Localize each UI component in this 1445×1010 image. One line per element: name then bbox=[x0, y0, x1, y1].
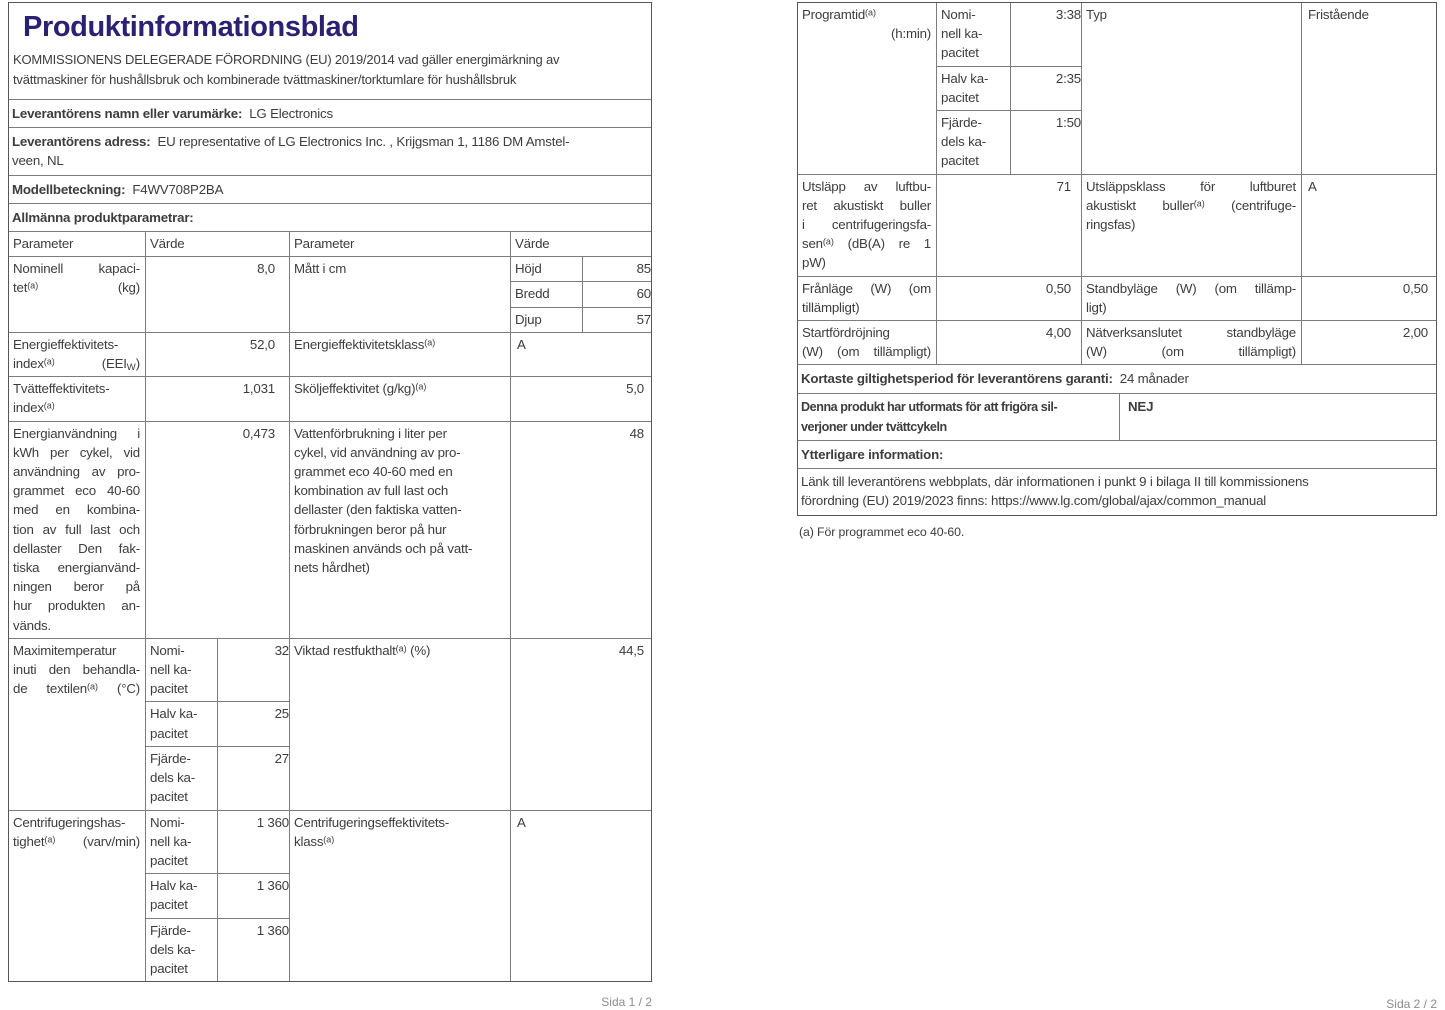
sub-label-cell: Höjd bbox=[515, 261, 542, 277]
page-1-sheet bbox=[8, 2, 652, 982]
value-cell bbox=[936, 277, 1081, 320]
table-row bbox=[9, 376, 651, 420]
page-2 bbox=[797, 2, 1437, 539]
sub-value-cell: 57 bbox=[582, 308, 651, 332]
header-cell: Parameter bbox=[289, 232, 510, 256]
value-text: 8,0 bbox=[257, 261, 275, 277]
summary-label-cell bbox=[798, 394, 1119, 440]
table-row bbox=[9, 332, 651, 376]
value-text: 44,5 bbox=[618, 642, 644, 658]
capacity-sub-row bbox=[146, 811, 289, 874]
sub-label-cell: Bredd bbox=[515, 286, 550, 302]
dimension-sub-row bbox=[511, 307, 651, 332]
param-cell: Viktad restfukthalt$^{(a)}$ (%) bbox=[289, 639, 510, 810]
value-cell bbox=[1301, 321, 1436, 364]
value-text: 0,50 bbox=[1045, 280, 1071, 296]
value-cell bbox=[1301, 175, 1436, 276]
value-cell bbox=[936, 321, 1081, 364]
capacity-sub-row bbox=[937, 66, 1081, 110]
sub-label-cell: Nomi- nell ka- pacitet bbox=[150, 642, 192, 697]
page-2-sheet bbox=[797, 2, 1437, 516]
sub-value-cell: 60 bbox=[582, 282, 651, 306]
table-header-row bbox=[9, 231, 651, 256]
value-cell bbox=[1301, 277, 1436, 320]
capacity-sub-row bbox=[937, 3, 1081, 66]
table-row bbox=[9, 810, 651, 982]
info-value: EU representative of LG Electronics Inc. , Krijgsman 1, 1186 DM Amstel- veen, NL bbox=[12, 134, 570, 169]
value-text: A bbox=[517, 336, 526, 352]
sub-label-cell: Nomi- nell ka- pacitet bbox=[150, 814, 192, 868]
value-cell bbox=[145, 333, 289, 376]
info-value: LG Electronics bbox=[249, 106, 333, 121]
sub-value-cell: 1 360 bbox=[217, 874, 289, 917]
sub-value-cell: 32 bbox=[217, 639, 289, 702]
param-cell: Nätverksanslutet standbyläge (W) (om tillämpligt) bbox=[1081, 321, 1301, 364]
sub-value-cell: 1 360 bbox=[217, 919, 289, 982]
capacity-sub-row bbox=[146, 701, 289, 745]
title-block bbox=[9, 3, 651, 99]
value-cell bbox=[145, 639, 289, 810]
param-cell: Tvätteffektivitets- index$^{(a)}$ bbox=[13, 381, 110, 416]
info-value: F4WV708P2BA bbox=[132, 181, 224, 197]
capacity-sub-row bbox=[146, 873, 289, 917]
capacity-sub-row bbox=[146, 918, 289, 982]
value-cell bbox=[510, 377, 651, 420]
value-cell bbox=[936, 175, 1081, 276]
additional-info-row bbox=[798, 440, 1436, 468]
table-row bbox=[798, 276, 1436, 320]
value-text: 0,50 bbox=[1402, 280, 1428, 296]
param-cell: Typ bbox=[1081, 3, 1301, 174]
info-label: Leverantörens adress: bbox=[12, 134, 151, 150]
summary-value-cell bbox=[1119, 394, 1436, 440]
value-text: 48 bbox=[629, 425, 644, 441]
param-cell: Energieffektivitetsklass$^{(a)}$ bbox=[289, 333, 510, 376]
capacity-sub-row bbox=[937, 110, 1081, 174]
value-cell bbox=[936, 3, 1081, 174]
value-text: Fristående bbox=[1308, 7, 1369, 22]
document-subtitle: KOMMISSIONENS DELEGERADE FÖRORDNING (EU) 2019/2014 vad gäller energimärkning av tvättmaskiner för hushållsbruk och kombinerade tvättmaskiner/torktumlare för hushållsbruk bbox=[13, 52, 560, 87]
param-cell: Centrifugeringshas- tighet$^{(a)}$ (varv/min) bbox=[13, 814, 140, 849]
info-row bbox=[9, 127, 651, 174]
sub-value-cell: 85 bbox=[582, 257, 651, 281]
page2-footer: Sida 2 / 2 bbox=[1386, 997, 1437, 1010]
sub-value-cell: 1 360 bbox=[217, 811, 289, 874]
param-cell: Maximitemperatur inuti den behandla- de textilen$^{(a)}$ (°C) bbox=[13, 642, 140, 697]
summary-label: Denna produkt har utformats för att frigöra sil- verjoner under tvättcykeln bbox=[801, 399, 1058, 434]
capacity-sub-row bbox=[146, 639, 289, 702]
param-cell: Standbyläge (W) (om tillämp- ligt) bbox=[1081, 277, 1301, 320]
param-cell: Vattenförbrukning i liter per cykel, vid användning av pro- grammet eco 40-60 med en kombination av full last och dellaster (den faktiska vatten- förbrukningen beror på hur maskinen används och på vatt- nets hårdhet) bbox=[289, 422, 510, 638]
value-cell bbox=[510, 811, 651, 982]
value-cell bbox=[145, 811, 289, 982]
value-cell bbox=[510, 257, 651, 332]
info-label: Modellbeteckning: bbox=[12, 181, 126, 197]
page-1 bbox=[8, 2, 652, 982]
table-row bbox=[9, 256, 651, 332]
silver-ion-row bbox=[798, 393, 1436, 440]
sub-label-cell: Fjärde- dels ka- pacitet bbox=[941, 115, 986, 169]
sub-value-cell: 3:38 bbox=[1010, 3, 1081, 66]
value-text: A bbox=[517, 814, 526, 830]
info-row bbox=[9, 175, 651, 203]
sub-label-cell: Halv ka- pacitet bbox=[150, 706, 198, 741]
info-row bbox=[9, 99, 651, 127]
summary-value: NEJ bbox=[1128, 398, 1154, 414]
value-text: 1,031 bbox=[242, 381, 275, 397]
page1-footer: Sida 1 / 2 bbox=[601, 995, 652, 1009]
value-cell bbox=[510, 333, 651, 376]
value-cell bbox=[1301, 3, 1436, 174]
value-text: A bbox=[1308, 178, 1317, 194]
capacity-sub-row bbox=[146, 746, 289, 810]
value-cell bbox=[510, 639, 651, 810]
param-cell: Nominell kapaci- tet$^{(a)}$ (kg) bbox=[13, 261, 140, 296]
guarantee-row bbox=[798, 364, 1436, 392]
summary-text: Länk till leverantörens webbplats, där informationen i punkt 9 i bilaga II till kommissionens förordning (EU) 2019/2023 finns: https://www.lg.com/global/ajax/common_manual bbox=[801, 474, 1309, 509]
dimension-sub-row bbox=[511, 281, 651, 306]
param-cell: Sköljeffektivitet $(g/kg)^{(a)}$ bbox=[289, 377, 510, 420]
param-cell: Frånläge (W) (om tillämpligt) bbox=[802, 280, 931, 315]
sub-label-cell: Fjärde- dels ka- pacitet bbox=[150, 750, 195, 805]
value-cell bbox=[145, 257, 289, 332]
dimension-sub-row bbox=[511, 257, 651, 281]
param-cell: Energianvändning i kWh per cykel, vid användning av pro- grammet eco 40-60 med en kombina- tion av full last och dellaster Den fak- tiska energianvänd- ningen beror på hur produkten an- vänds. bbox=[13, 425, 140, 633]
document-title: Produktinformationsblad bbox=[23, 11, 359, 43]
info-label: Leverantörens namn eller varumärke: bbox=[12, 106, 243, 121]
value-cell bbox=[145, 377, 289, 420]
value-text: 5,0 bbox=[626, 381, 644, 397]
sub-value-cell: 2:35 bbox=[1010, 67, 1081, 110]
header-cell: Värde bbox=[145, 232, 289, 256]
value-text: 71 bbox=[1056, 178, 1071, 194]
sub-label-cell: Fjärde- dels ka- pacitet bbox=[150, 922, 195, 976]
param-cell: Utsläpp av luftbu- ret akustiskt buller i centrifugeringsfa- sen$^{(a)}$ (dB(A) re 1 pW) bbox=[802, 178, 931, 271]
sub-value-cell: 25 bbox=[217, 702, 289, 745]
param-cell: Startfördröjning (W) (om tillämpligt) bbox=[802, 325, 931, 360]
table-row bbox=[798, 174, 1436, 276]
footnote: (a) För programmet eco 40-60. bbox=[799, 524, 965, 539]
info-row bbox=[9, 203, 651, 231]
table-row bbox=[9, 638, 651, 810]
value-text: 0,473 bbox=[242, 425, 275, 441]
header-cell: Värde bbox=[510, 232, 651, 256]
value-text: 2,00 bbox=[1402, 325, 1428, 341]
value-text: 4,00 bbox=[1045, 325, 1071, 341]
sub-value-cell: 1:50 bbox=[1010, 111, 1081, 174]
header-cell: Parameter bbox=[13, 236, 74, 252]
info-label: Allmänna produktparametrar: bbox=[12, 209, 194, 225]
value-cell bbox=[510, 422, 651, 638]
supplier-link-row bbox=[798, 468, 1436, 514]
summary-value: 24 månader bbox=[1119, 371, 1189, 387]
param-cell: Centrifugeringseffektivitets- klass$^{(a)}$ bbox=[289, 811, 510, 982]
sub-value-cell: 27 bbox=[217, 747, 289, 810]
table-row bbox=[798, 320, 1436, 364]
summary-label: Ytterligare information: bbox=[801, 447, 944, 463]
value-text: 52,0 bbox=[249, 336, 275, 352]
value-cell bbox=[145, 422, 289, 638]
param-cell: Programtid$^{(a)}$ (h:min) bbox=[802, 7, 931, 42]
table-row bbox=[9, 421, 651, 638]
param-cell: Utsläppsklass för luftburet akustiskt buller$^{(a)}$ (centrifuge- ringsfas) bbox=[1081, 175, 1301, 276]
summary-label: Kortaste giltighetsperiod för leverantörens garanti: bbox=[801, 371, 1113, 387]
sub-label-cell: Djup bbox=[515, 311, 542, 327]
sub-label-cell: Halv ka- pacitet bbox=[941, 70, 989, 105]
sub-label-cell: Halv ka- pacitet bbox=[150, 878, 198, 913]
param-cell: Energieffektivitets- index$^{(a)}$ $(EEI_W)$ bbox=[13, 336, 140, 374]
sub-label-cell: Nomi- nell ka- pacitet bbox=[941, 7, 983, 61]
table-row bbox=[798, 3, 1436, 174]
param-cell: Mått i cm bbox=[289, 257, 510, 332]
